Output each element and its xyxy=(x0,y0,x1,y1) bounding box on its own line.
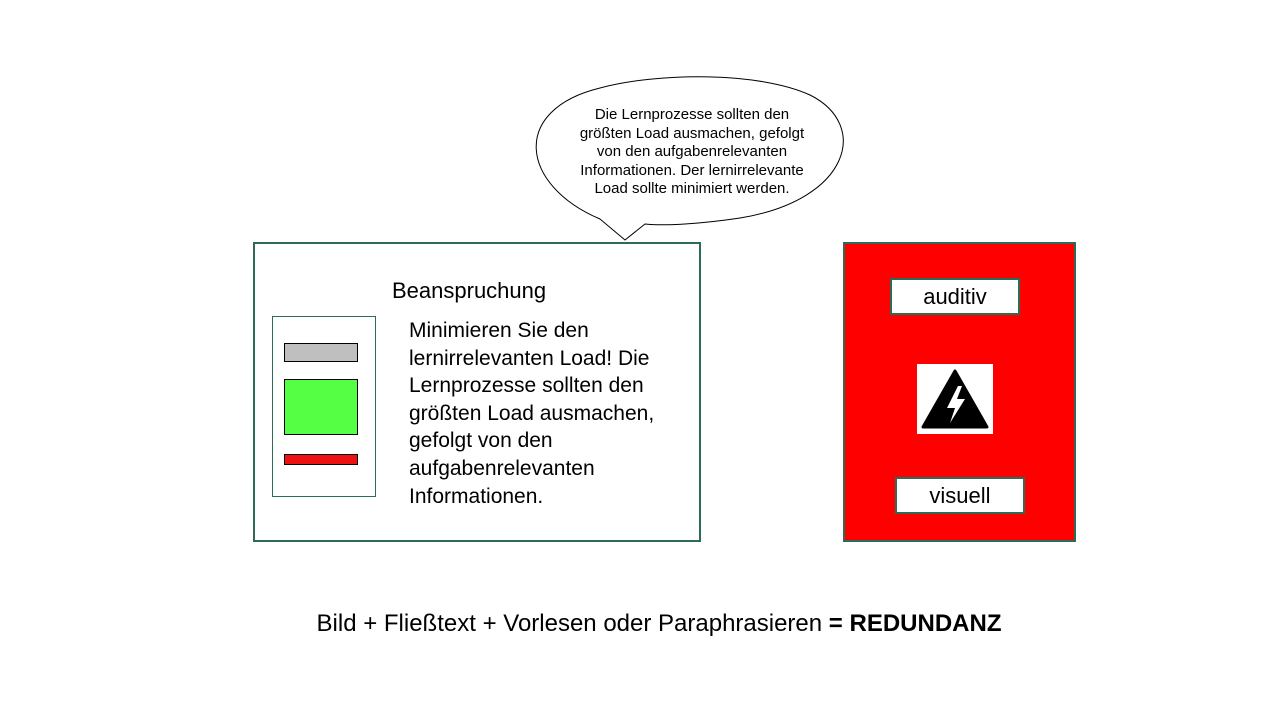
redundancy-equation xyxy=(0,610,1280,638)
panel-heading: Beanspruchung xyxy=(392,278,547,303)
modality-panel xyxy=(843,242,1076,542)
warning-high-voltage-icon xyxy=(917,364,993,434)
learning-load-bar xyxy=(284,379,358,435)
equation-terms: Bild + Fließtext + Vorlesen oder Paraphrasieren xyxy=(316,610,823,637)
strain-panel xyxy=(253,242,701,542)
task-load-bar xyxy=(284,454,358,465)
load-diagram xyxy=(272,316,376,497)
panel-body-text: Minimieren Sie den lernirrelevanten Load! Die Lernprozesse sollten den größten Load ausmachen, gefolgt von den aufgabenrelevanten Informationen. xyxy=(409,319,655,508)
speech-bubble-text: Die Lernprozesse sollten den größten Load ausmachen, gefolgt von den aufgabenrelevanten Informationen. Der lernirrelevante Load sollte minimiert werden. xyxy=(579,106,805,197)
visuell-label: visuell xyxy=(895,477,1025,514)
equation-result: = REDUNDANZ xyxy=(828,610,1002,637)
irrelevant-load-bar xyxy=(284,343,358,362)
auditiv-label: auditiv xyxy=(890,278,1020,315)
